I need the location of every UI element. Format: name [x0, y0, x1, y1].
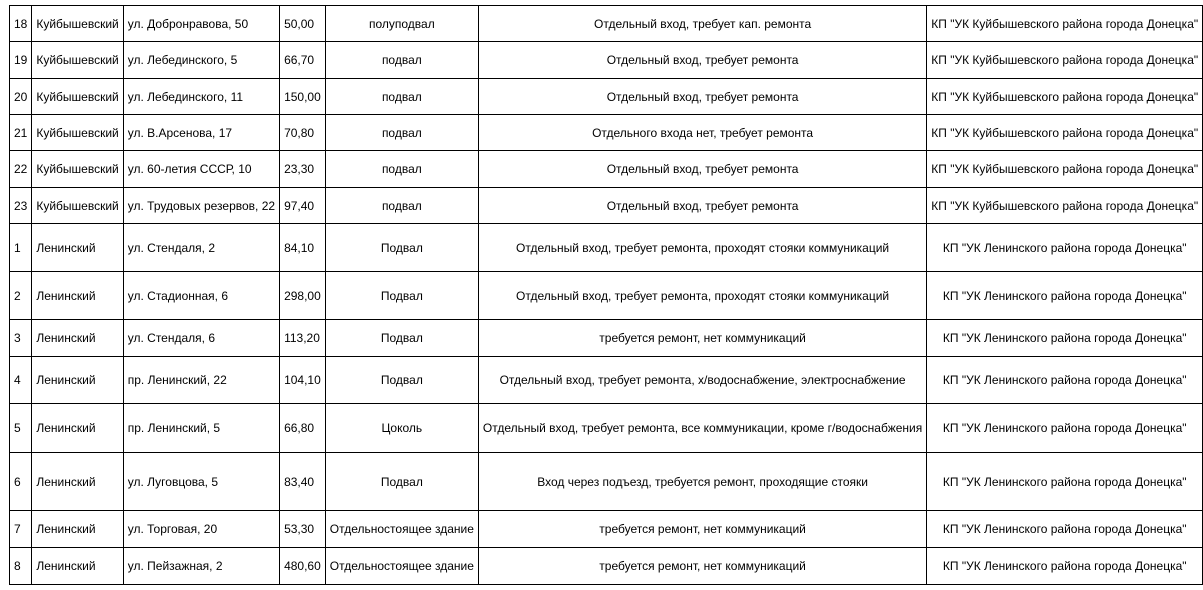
premises-type-cell: Подвал: [325, 272, 478, 320]
address-cell: ул. Лебединского, 11: [123, 79, 279, 115]
table-row: [10, 453, 1203, 511]
organization-cell: КП "УК Куйбышевского района города Донецка": [927, 151, 1203, 188]
district-cell: Куйбышевский: [32, 42, 123, 79]
district-cell: Куйбышевский: [32, 188, 123, 224]
table-row: [10, 357, 1203, 404]
condition-cell: Отдельный вход, требует ремонта: [478, 42, 926, 79]
address-cell: ул. Добронравова, 50: [123, 6, 279, 42]
row-number: 5: [10, 404, 32, 453]
condition-cell: требуется ремонт, нет коммуникаций: [478, 511, 926, 548]
row-number: 19: [10, 42, 32, 79]
district-cell: Куйбышевский: [32, 115, 123, 151]
property-table: [9, 5, 1203, 585]
district-cell: Ленинский: [32, 511, 123, 548]
area-cell: 113,20: [280, 320, 326, 357]
organization-cell: КП "УК Ленинского района города Донецка": [927, 453, 1203, 511]
premises-type-cell: полуподвал: [325, 6, 478, 42]
condition-cell: Отдельный вход, требует кап. ремонта: [478, 6, 926, 42]
premises-type-cell: Цоколь: [325, 404, 478, 453]
premises-type-cell: подвал: [325, 115, 478, 151]
condition-cell: требуется ремонт, нет коммуникаций: [478, 548, 926, 585]
organization-cell: КП "УК Ленинского района города Донецка": [927, 511, 1203, 548]
table-row: [10, 548, 1203, 585]
district-cell: Ленинский: [32, 320, 123, 357]
address-cell: ул. Стендаля, 2: [123, 224, 279, 272]
table-row: [10, 272, 1203, 320]
table-row: [10, 6, 1203, 42]
organization-cell: КП "УК Куйбышевского района города Донецка": [927, 6, 1203, 42]
table-row: [10, 42, 1203, 79]
row-number: 21: [10, 115, 32, 151]
district-cell: Куйбышевский: [32, 151, 123, 188]
district-cell: Ленинский: [32, 453, 123, 511]
address-cell: ул. Стадионная, 6: [123, 272, 279, 320]
premises-type-cell: подвал: [325, 151, 478, 188]
condition-cell: требуется ремонт, нет коммуникаций: [478, 320, 926, 357]
area-cell: 50,00: [280, 6, 326, 42]
area-cell: 53,30: [280, 511, 326, 548]
condition-cell: Отдельный вход, требует ремонта, все коммуникации, кроме г/водоснабжения: [478, 404, 926, 453]
district-cell: Ленинский: [32, 404, 123, 453]
district-cell: Куйбышевский: [32, 6, 123, 42]
organization-cell: КП "УК Куйбышевского района города Донецка": [927, 188, 1203, 224]
row-number: 8: [10, 548, 32, 585]
row-number: 2: [10, 272, 32, 320]
premises-type-cell: Отдельностоящее здание: [325, 548, 478, 585]
address-cell: ул. Трудовых резервов, 22: [123, 188, 279, 224]
premises-type-cell: подвал: [325, 42, 478, 79]
condition-cell: Вход через подъезд, требуется ремонт, проходящие стояки: [478, 453, 926, 511]
table-row: [10, 151, 1203, 188]
address-cell: ул. Стендаля, 6: [123, 320, 279, 357]
table-row: [10, 404, 1203, 453]
address-cell: ул. Лебединского, 5: [123, 42, 279, 79]
organization-cell: КП "УК Ленинского района города Донецка": [927, 224, 1203, 272]
premises-type-cell: Отдельностоящее здание: [325, 511, 478, 548]
condition-cell: Отдельный вход, требует ремонта, проходят стояки коммуникаций: [478, 224, 926, 272]
address-cell: ул. Луговцова, 5: [123, 453, 279, 511]
premises-type-cell: Подвал: [325, 224, 478, 272]
address-cell: ул. Пейзажная, 2: [123, 548, 279, 585]
row-number: 23: [10, 188, 32, 224]
row-number: 20: [10, 79, 32, 115]
row-number: 18: [10, 6, 32, 42]
area-cell: 84,10: [280, 224, 326, 272]
organization-cell: КП "УК Ленинского района города Донецка": [927, 357, 1203, 404]
address-cell: пр. Ленинский, 5: [123, 404, 279, 453]
organization-cell: КП "УК Ленинского района города Донецка": [927, 548, 1203, 585]
condition-cell: Отдельный вход, требует ремонта: [478, 151, 926, 188]
area-cell: 150,00: [280, 79, 326, 115]
row-number: 22: [10, 151, 32, 188]
organization-cell: КП "УК Ленинского района города Донецка": [927, 272, 1203, 320]
table-body: [10, 6, 1203, 585]
area-cell: 23,30: [280, 151, 326, 188]
condition-cell: Отдельного входа нет, требует ремонта: [478, 115, 926, 151]
address-cell: ул. В.Арсенова, 17: [123, 115, 279, 151]
row-number: 3: [10, 320, 32, 357]
area-cell: 66,80: [280, 404, 326, 453]
area-cell: 480,60: [280, 548, 326, 585]
condition-cell: Отдельный вход, требует ремонта, проходят стояки коммуникаций: [478, 272, 926, 320]
premises-type-cell: Подвал: [325, 320, 478, 357]
area-cell: 70,80: [280, 115, 326, 151]
district-cell: Ленинский: [32, 224, 123, 272]
address-cell: ул. Торговая, 20: [123, 511, 279, 548]
district-cell: Ленинский: [32, 548, 123, 585]
area-cell: 97,40: [280, 188, 326, 224]
area-cell: 83,40: [280, 453, 326, 511]
area-cell: 66,70: [280, 42, 326, 79]
table-row: [10, 115, 1203, 151]
organization-cell: КП "УК Ленинского района города Донецка": [927, 320, 1203, 357]
area-cell: 298,00: [280, 272, 326, 320]
row-number: 7: [10, 511, 32, 548]
address-cell: пр. Ленинский, 22: [123, 357, 279, 404]
row-number: 4: [10, 357, 32, 404]
table-row: [10, 224, 1203, 272]
premises-type-cell: Подвал: [325, 453, 478, 511]
premises-type-cell: подвал: [325, 79, 478, 115]
condition-cell: Отдельный вход, требует ремонта, х/водоснабжение, электроснабжение: [478, 357, 926, 404]
area-cell: 104,10: [280, 357, 326, 404]
organization-cell: КП "УК Куйбышевского района города Донецка": [927, 79, 1203, 115]
table-row: [10, 320, 1203, 357]
organization-cell: КП "УК Ленинского района города Донецка": [927, 404, 1203, 453]
condition-cell: Отдельный вход, требует ремонта: [478, 188, 926, 224]
district-cell: Ленинский: [32, 272, 123, 320]
district-cell: Куйбышевский: [32, 79, 123, 115]
table-row: [10, 188, 1203, 224]
row-number: 1: [10, 224, 32, 272]
organization-cell: КП "УК Куйбышевского района города Донецка": [927, 42, 1203, 79]
condition-cell: Отдельный вход, требует ремонта: [478, 79, 926, 115]
address-cell: ул. 60-летия СССР, 10: [123, 151, 279, 188]
row-number: 6: [10, 453, 32, 511]
table-row: [10, 79, 1203, 115]
premises-type-cell: Подвал: [325, 357, 478, 404]
district-cell: Ленинский: [32, 357, 123, 404]
premises-type-cell: подвал: [325, 188, 478, 224]
table-row: [10, 511, 1203, 548]
organization-cell: КП "УК Куйбышевского района города Донецка": [927, 115, 1203, 151]
